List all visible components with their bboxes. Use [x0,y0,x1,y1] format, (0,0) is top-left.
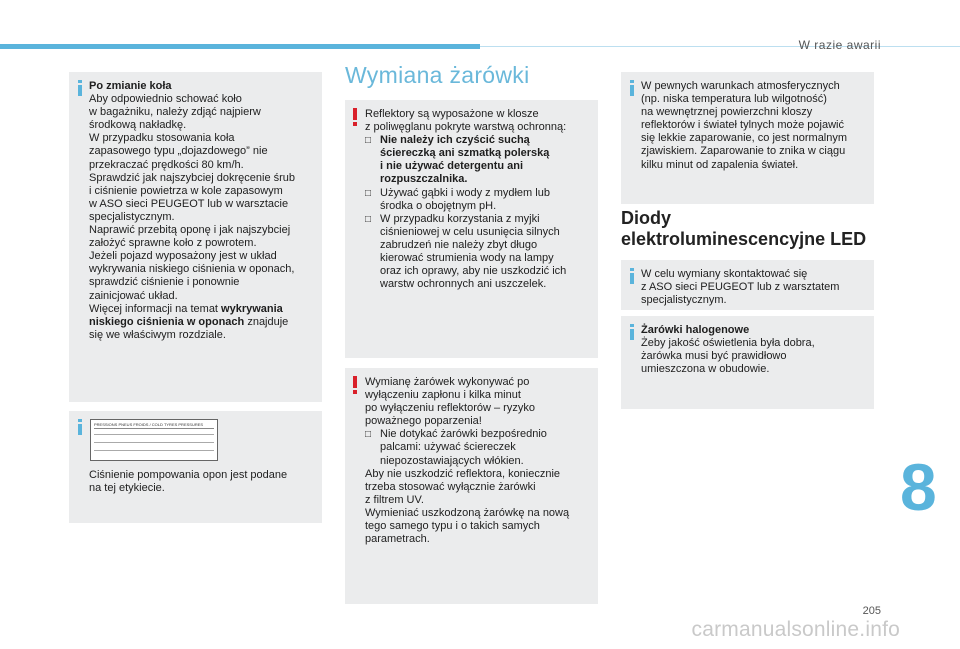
cross-reference: wykrywania niskiego ciśnienia w oponach [89,302,283,328]
section-title: W razie awarii [798,38,881,52]
warning-box-bulb-burn [345,368,598,604]
warning-icon [351,376,359,394]
tyre-pressure-label-image [90,419,218,461]
box-text: Reflektory są wyposażone w klosze z poliwęglanu pokryte warstwą ochronną: [365,108,567,134]
box-text-outro: Aby nie uszkodzić reflektora, koniecznie trzeba stosować wyłącznie żarówki z filtrem UV. Wymieniać uszkodzoną żarówkę na nową tego samego typu i o takich samych parametrach. [365,467,570,546]
box-title: Po zmianie koła [89,80,172,92]
heading-bulb-replacement: Wymiana żarówki [345,62,530,88]
info-box-condensation [621,72,874,204]
bullet-item: □ Używać gąbki i wody z mydłem lub środka o obojętnym pH. [365,186,550,212]
bullet-item: □ W przypadku korzystania z myjki ciśnieniowej w celu usunięcia silnych zabrudzeń nie należy zbyt długo kierować strumienia wody na lampy oraz ich oprawy, aby nie uszkodzić ich warstw ochronnych ani uszczelek. [365,212,567,291]
box-title: Żarówki halogenowe [641,324,750,336]
label-header: PRESSIONS PNEUS FROIDS / COLD TYRES PRESSURES [94,422,214,429]
box-text: W celu wymiany skontaktować się z ASO sieci PEUGEOT lub z warsztatem specjalistycznym. [641,268,840,307]
header-divider [480,46,960,47]
warning-box-headlamp-care [345,100,598,358]
box-text-tail: znajduje się we właściwym rozdziale. [89,315,289,341]
info-box-halogen [621,316,874,409]
bullet-marker-icon: □ [365,135,372,147]
box-text: W pewnych warunkach atmosferycznych (np. niska temperatura lub wilgotność) na wewnętrznej powierzchni kloszy reflektorów i świateł tylnych może pojawić się lekkie zaparowanie, co jest normalnym zjawiskiem. Zaparowanie to znika w ciągu kilku minut od zapalenia świateł. [641,80,848,171]
info-box-wheel-change [69,72,322,402]
box-text: Aby odpowiednio schować koło w bagażniku, należy zdjąć najpierw środkową nakładkę. W przypadku stosowania koła zapasowego typu „dojazdowego” nie przekraczać prędkości 80 km/h. Sprawdzić jak najszybciej dokręcenie śrub i ciśnienie powietrza w kole zapasowym w ASO sieci PEUGEOT lub w warsztacie specjalistycznym. Naprawić przebitą oponę i jak najszybciej założyć sprawne koło z powrotem. Jeżeli pojazd wyposażony jest w układ wykrywania niskiego ciśnienia w oponach, sprawdzić ciśnienie i ponownie zainicjować układ. Więcej informacji na temat [89,93,296,315]
chapter-tab [900,437,960,547]
info-icon [77,80,83,96]
info-icon [629,268,635,284]
bullet-marker-icon: □ [365,429,372,441]
info-icon [629,80,635,96]
heading-led: Diody elektroluminescencyjne LED [621,208,867,249]
watermark: carmanualsonline.info [691,618,900,641]
info-box-led-service [621,260,874,310]
bullet-item: □ Nie należy ich czyścić suchą ściereczką ani szmatką polerską i nie używać detergentu ani rozpuszczalnika. [365,134,550,186]
page-number: 205 [862,605,881,617]
bullet-marker-icon: □ [365,213,372,225]
box-text: Wymianę żarówek wykonywać po wyłączeniu zapłonu i kilka minut po wyłączeniu reflektorów – ryzyko poważnego poparzenia! [365,376,535,428]
bullet-marker-icon: □ [365,187,372,199]
chapter-number: 8 [900,450,937,524]
info-icon [77,419,83,435]
box-text: Żeby jakość oświetlenia była dobra, żarówka musi być prawidłowo umieszczona w obudowie. [641,337,815,376]
warning-icon [351,108,359,126]
box-text: Ciśnienie pompowania opon jest podane na tej etykiecie. [89,469,288,495]
bullet-item: □ Nie dotykać żarówki bezpośrednio palcami: używać ściereczek niepozostawiających włókien. [365,428,547,467]
header-accent-bar [0,44,480,49]
info-icon [629,324,635,340]
